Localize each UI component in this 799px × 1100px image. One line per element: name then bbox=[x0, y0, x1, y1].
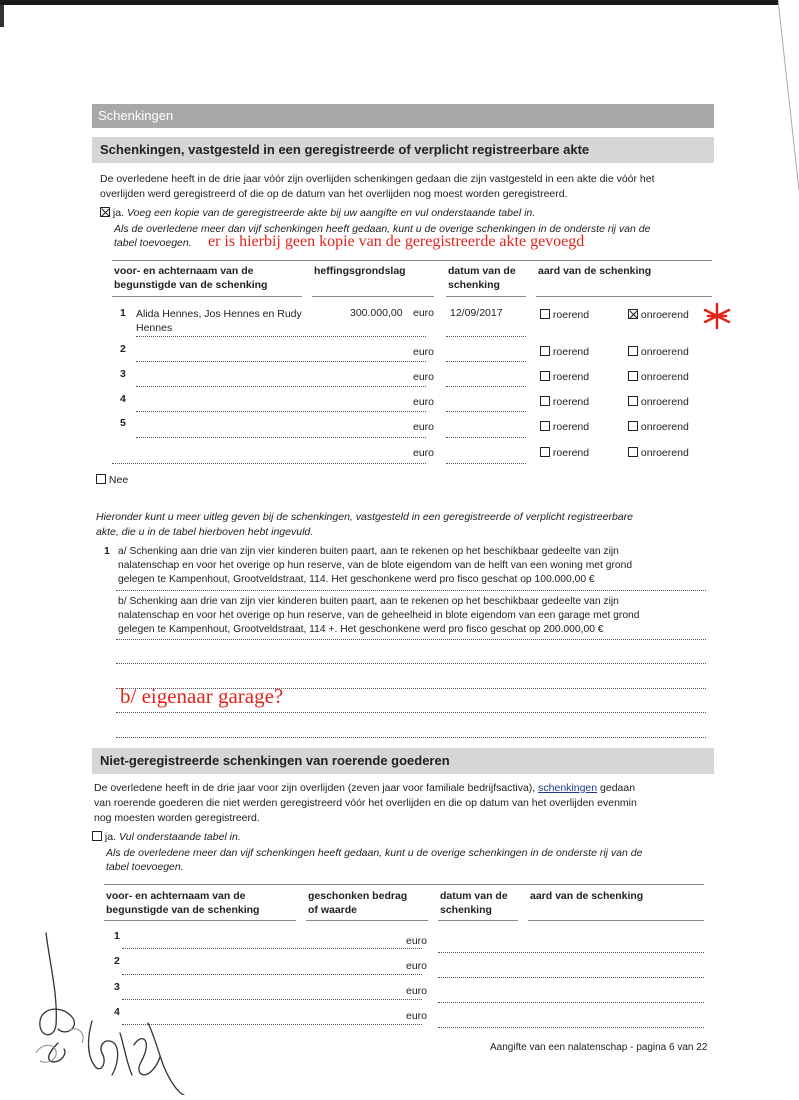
row-rule bbox=[136, 386, 426, 387]
row-movable-option[interactable] bbox=[540, 309, 589, 321]
row-movable-option[interactable] bbox=[540, 371, 589, 383]
unregistered-intro-line: nog moesten worden geregistreerd. bbox=[94, 812, 260, 824]
row-currency: euro bbox=[406, 985, 428, 997]
row-immovable-option[interactable] bbox=[628, 447, 689, 459]
explanation-rule bbox=[116, 663, 706, 664]
header-date-line: datum van de bbox=[448, 265, 516, 277]
section-title: Schenkingen bbox=[98, 108, 174, 123]
row-currency: euro bbox=[413, 371, 435, 383]
unregistered-ja-option[interactable] bbox=[92, 831, 241, 843]
movable-label: roerend bbox=[552, 396, 590, 408]
row-immovable-option[interactable] bbox=[628, 346, 689, 358]
row-currency: euro bbox=[406, 1010, 428, 1022]
row-immovable-option[interactable] bbox=[628, 396, 689, 408]
movable-label: roerend bbox=[552, 309, 590, 321]
nee-checkbox[interactable] bbox=[96, 474, 106, 484]
ja-checkbox-checked[interactable] bbox=[100, 207, 110, 217]
row-immovable-option[interactable] bbox=[628, 371, 689, 383]
row-rule bbox=[438, 1002, 704, 1003]
row-number: 1 bbox=[120, 307, 126, 319]
explanation-intro bbox=[96, 510, 708, 540]
explanation-line: nalatenschap en voor het overige op hun reserve, van de geheelheid in blote eigendom van een garage met grond bbox=[118, 610, 640, 621]
immovable-checkbox-checked[interactable] bbox=[628, 309, 638, 319]
registered-ja-option[interactable] bbox=[100, 207, 535, 219]
header-type: aard van de schenking bbox=[530, 890, 644, 902]
header-amount-line: geschonken bedrag bbox=[308, 890, 408, 902]
immovable-label: onroerend bbox=[640, 421, 689, 433]
movable-checkbox[interactable] bbox=[540, 371, 550, 381]
header-name-line: begunstigde van de schenking bbox=[114, 279, 268, 291]
row-movable-option[interactable] bbox=[540, 447, 589, 459]
row-number: 3 bbox=[120, 368, 126, 380]
registered-intro-line: De overledene heeft in de drie jaar vóór zijn overlijden schenkingen gedaan die zijn vastgesteld in een akte die vóór het bbox=[100, 173, 655, 185]
movable-label: roerend bbox=[552, 371, 590, 383]
handwritten-note: er is hierbij geen kopie van de geregistreerde akte gevoegd bbox=[208, 233, 585, 250]
header-rule bbox=[306, 920, 428, 921]
movable-checkbox[interactable] bbox=[540, 396, 550, 406]
unregistered-title: Niet-geregistreerde schenkingen van roerende goederen bbox=[100, 753, 450, 768]
registered-nee-option[interactable] bbox=[96, 474, 128, 486]
header-date bbox=[440, 889, 508, 917]
row-rule bbox=[446, 336, 526, 337]
ja-label: ja. bbox=[104, 831, 117, 843]
row-rule bbox=[446, 411, 526, 412]
explanation-line: gelegen te Kampenhout, Grootveldstraat, 114. Het geschonkene werd pro fisco geschat op 100.000,00 € bbox=[118, 574, 595, 585]
immovable-checkbox[interactable] bbox=[628, 447, 638, 457]
registered-intro-line: overlijden werd geregistreerd of die op de datum van het overlijden nog moest worden geregistreerd. bbox=[100, 188, 568, 200]
header-name bbox=[106, 889, 259, 917]
row-rule bbox=[136, 437, 426, 438]
note-line: Als de overledene meer dan vijf schenkingen heeft gedaan, kunt u de overige schenkingen in de onderste rij van de bbox=[106, 847, 643, 859]
header-amount-line: of waarde bbox=[308, 904, 358, 916]
header-name-line: voor- en achternaam van de bbox=[114, 265, 254, 277]
row-immovable-option[interactable] bbox=[628, 421, 689, 433]
header-name-line: begunstigde van de schenking bbox=[106, 904, 260, 916]
header-base: heffingsgrondslag bbox=[314, 265, 406, 277]
subsection-header-unregistered bbox=[92, 748, 714, 774]
immovable-checkbox[interactable] bbox=[628, 396, 638, 406]
explanation-text-a[interactable] bbox=[118, 545, 632, 587]
registered-title: Schenkingen, vastgesteld in een geregistreerde of verplicht registreerbare akte bbox=[100, 142, 590, 157]
row-amount[interactable]: 300.000,00 bbox=[350, 307, 403, 319]
row-rule bbox=[446, 386, 526, 387]
header-rule bbox=[536, 296, 712, 297]
movable-label: roerend bbox=[552, 421, 590, 433]
header-rule bbox=[312, 296, 434, 297]
section-header-schenkingen bbox=[92, 104, 714, 128]
movable-checkbox[interactable] bbox=[540, 421, 550, 431]
row-currency: euro bbox=[413, 396, 435, 408]
movable-checkbox[interactable] bbox=[540, 309, 550, 319]
explanation-line: a/ Schenking aan drie van zijn vier kinderen buiten paart, aan te rekenen op het beschikbaar gedeelte van zijn bbox=[118, 546, 619, 557]
header-date-line: datum van de bbox=[440, 890, 508, 902]
explanation-line: nalatenschap en voor het overige op hun reserve, van de blote eigendom van de helft van een woning met grond bbox=[118, 560, 633, 571]
note-line: tabel toevoegen. bbox=[106, 861, 184, 873]
row-rule bbox=[112, 463, 426, 464]
header-amount bbox=[308, 889, 407, 917]
table-top-rule bbox=[112, 260, 712, 261]
scan-left-edge bbox=[0, 5, 4, 27]
row-name-line: Alida Hennes, Jos Hennes en Rudy bbox=[136, 308, 302, 320]
ja-instruction: Voeg een kopie van de geregistreerde akte bij uw aangifte en vul onderstaande tabel in. bbox=[126, 207, 536, 219]
explanation-rule bbox=[116, 639, 706, 640]
note-line: tabel toevoegen. bbox=[114, 237, 192, 249]
table-top-rule bbox=[104, 884, 704, 885]
header-type: aard van de schenking bbox=[538, 265, 652, 277]
explanation-intro-line: akte, die u in de tabel hierboven hebt ingevuld. bbox=[96, 526, 314, 538]
header-name bbox=[114, 264, 267, 292]
scan-top-edge bbox=[0, 0, 799, 5]
movable-checkbox[interactable] bbox=[540, 346, 550, 356]
nee-label: Nee bbox=[108, 474, 129, 486]
movable-checkbox[interactable] bbox=[540, 447, 550, 457]
ja-checkbox[interactable] bbox=[92, 831, 102, 841]
unregistered-intro-text: De overledene heeft in de drie jaar voor zijn overlijden (zeven jaar voor familiale bedrijfsactiva), bbox=[94, 782, 539, 794]
header-rule bbox=[112, 296, 302, 297]
schenkingen-link[interactable]: schenkingen bbox=[538, 782, 598, 794]
row-immovable-option[interactable] bbox=[628, 309, 689, 321]
row-number: 3 bbox=[114, 981, 120, 993]
immovable-label: onroerend bbox=[640, 346, 689, 358]
immovable-label: onroerend bbox=[640, 396, 689, 408]
row-currency: euro bbox=[413, 421, 435, 433]
row-rule bbox=[438, 977, 704, 978]
unregistered-intro bbox=[94, 781, 706, 826]
explanation-rule bbox=[116, 590, 706, 591]
red-asterisk-mark-icon bbox=[702, 302, 732, 330]
registered-intro bbox=[100, 172, 712, 202]
header-rule bbox=[446, 296, 526, 297]
explanation-line: gelegen te Kampenhout, Grootveldstraat, 114 +. Het geschonkene werd pro fisco geschat op 200.000,00 € bbox=[118, 624, 604, 635]
page-footer: Aangifte van een nalatenschap - pagina 6 van 22 bbox=[490, 1042, 708, 1053]
movable-label: roerend bbox=[552, 346, 590, 358]
row-number: 4 bbox=[114, 1006, 120, 1018]
handwritten-question: b/ eigenaar garage? bbox=[120, 684, 284, 708]
immovable-checkbox[interactable] bbox=[628, 421, 638, 431]
row-rule bbox=[136, 411, 426, 412]
immovable-label: onroerend bbox=[640, 447, 689, 459]
immovable-checkbox[interactable] bbox=[628, 371, 638, 381]
header-rule bbox=[438, 920, 518, 921]
explanation-rule bbox=[116, 737, 706, 738]
row-name-line: Hennes bbox=[136, 322, 173, 334]
row-currency: euro bbox=[413, 307, 435, 319]
row-number: 4 bbox=[120, 393, 126, 405]
row-name[interactable] bbox=[136, 307, 302, 335]
movable-label: roerend bbox=[552, 447, 590, 459]
explanation-number: 1 bbox=[104, 545, 110, 557]
unregistered-intro-line: van roerende goederen die niet werden geregistreerd vóór het overlijden en die op datum van het overlijden evenmin bbox=[94, 797, 637, 809]
row-number: 2 bbox=[120, 343, 126, 355]
explanation-rule bbox=[116, 712, 706, 713]
unregistered-intro-text: gedaan bbox=[597, 782, 636, 794]
row-rule bbox=[438, 952, 704, 953]
ja-label: ja. bbox=[112, 207, 125, 219]
explanation-intro-line: Hieronder kunt u meer uitleg geven bij de schenkingen, vastgesteld in een geregistreerde of verplicht registreerbare bbox=[96, 511, 633, 523]
row-rule bbox=[136, 361, 426, 362]
header-date-line: schenking bbox=[448, 279, 500, 291]
immovable-label: onroerend bbox=[640, 371, 689, 383]
row-number: 1 bbox=[114, 930, 120, 942]
subsection-header-registered bbox=[92, 137, 714, 163]
explanation-line: b/ Schenking aan drie van zijn vier kinderen buiten paart, aan te rekenen op het beschikbaar gedeelte van zijn bbox=[118, 596, 619, 607]
row-currency: euro bbox=[413, 346, 435, 358]
folded-corner bbox=[778, 0, 799, 200]
row-movable-option[interactable] bbox=[540, 396, 589, 408]
header-name-line: voor- en achternaam van de bbox=[106, 890, 246, 902]
ja-instruction: Vul onderstaande tabel in. bbox=[118, 831, 241, 843]
header-date bbox=[448, 264, 516, 292]
row-date[interactable]: 12/09/2017 bbox=[450, 307, 503, 319]
row-movable-option[interactable] bbox=[540, 346, 589, 358]
immovable-label: onroerend bbox=[640, 309, 689, 321]
header-rule bbox=[104, 920, 296, 921]
unregistered-note bbox=[106, 846, 642, 874]
row-movable-option[interactable] bbox=[540, 421, 589, 433]
note-line: Als de overledene meer dan vijf schenkingen heeft gedaan, kunt u de overige schenkingen in de onderste rij van de bbox=[114, 223, 651, 235]
row-number: 2 bbox=[114, 955, 120, 967]
row-rule bbox=[446, 463, 526, 464]
row-rule bbox=[446, 437, 526, 438]
row-number: 5 bbox=[120, 417, 126, 429]
row-currency: euro bbox=[413, 447, 435, 459]
immovable-checkbox[interactable] bbox=[628, 346, 638, 356]
header-date-line: schenking bbox=[440, 904, 492, 916]
handwritten-signatures bbox=[28, 925, 208, 1095]
row-currency: euro bbox=[406, 960, 428, 972]
row-rule bbox=[446, 361, 526, 362]
explanation-text-b[interactable] bbox=[118, 595, 640, 637]
row-rule bbox=[438, 1027, 704, 1028]
header-rule bbox=[528, 920, 704, 921]
row-rule bbox=[136, 336, 426, 337]
row-currency: euro bbox=[406, 935, 428, 947]
